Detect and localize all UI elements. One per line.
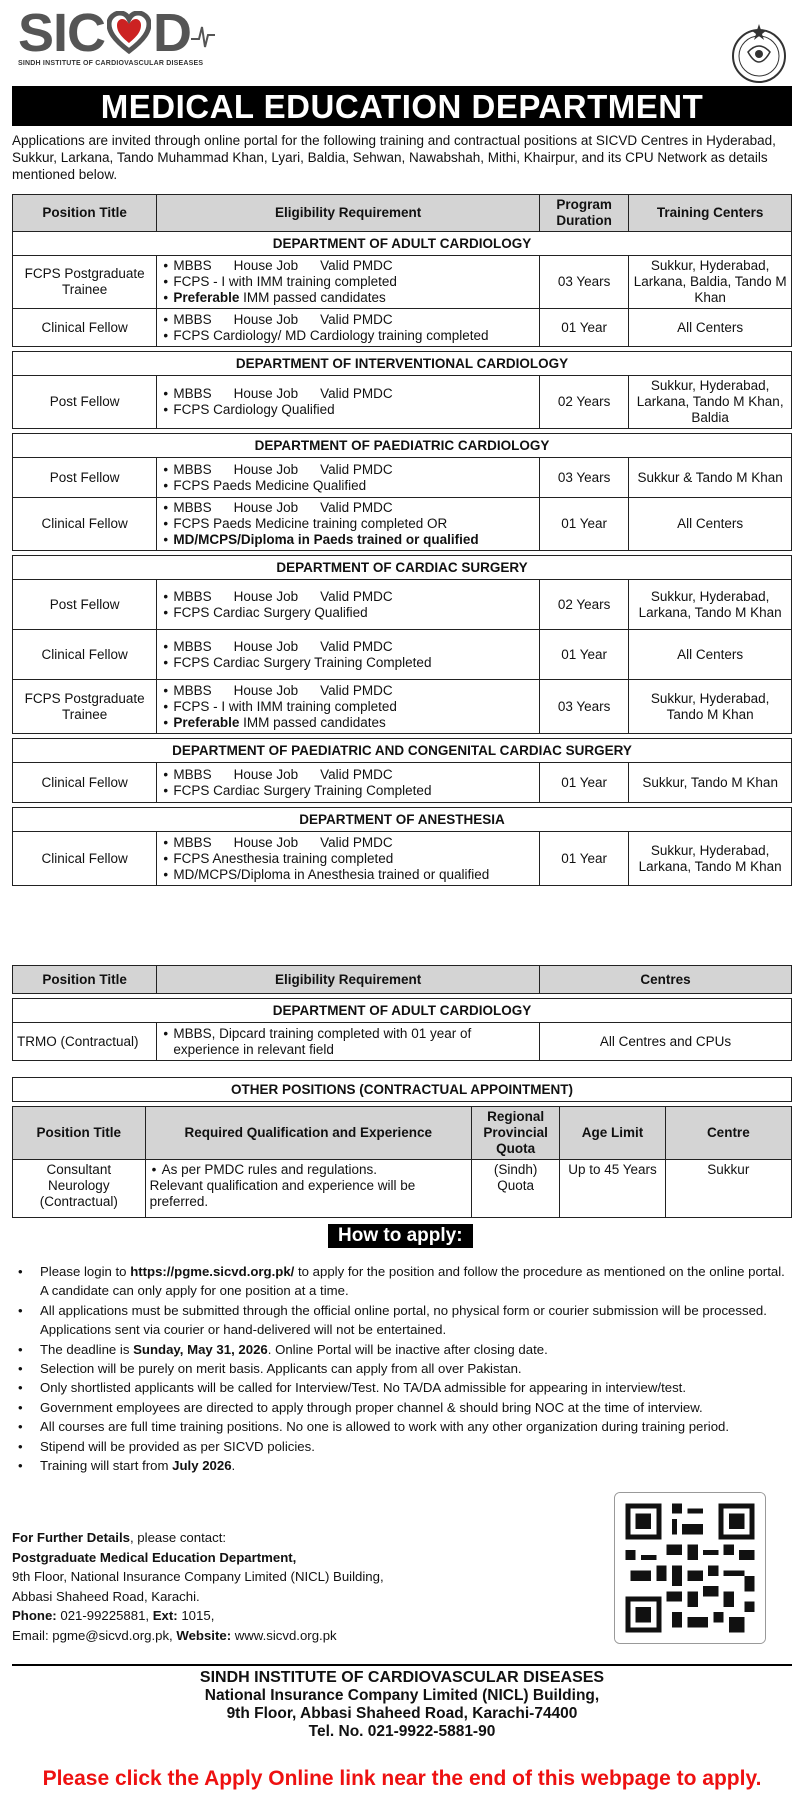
centers-cell: Sukkur, Hyderabad, Larkana, Tando M Khan: [629, 580, 792, 630]
position-title: FCPS Postgraduate Trainee: [13, 256, 157, 309]
sicvd-logo: [18, 3, 215, 67]
position-title: Consultant Neurology (Contractual): [13, 1160, 146, 1218]
footer: [12, 1664, 792, 1741]
req-line: • FCPS Cardiac Surgery Training Completed: [161, 783, 535, 799]
position-title: Clinical Fellow: [13, 498, 157, 551]
department-row: [13, 434, 792, 458]
req-pmdc: Valid PMDC: [320, 258, 393, 273]
list-item: • Selection will be purely on merit basis. Applicants can apply from all over Pakistan.: [12, 1359, 792, 1378]
list-item: • Stipend will be provided as per SICVD policies.: [12, 1437, 792, 1456]
req-line: • FCPS - I with IMM training completed: [161, 699, 535, 715]
department-heading: DEPARTMENT OF ADULT CARDIOLOGY: [13, 999, 792, 1023]
duration-cell: 03 Years: [539, 680, 628, 734]
department-row: [13, 556, 792, 580]
req-line: • FCPS - I with IMM training completed: [161, 274, 535, 290]
logo-text-left: SIC: [18, 3, 106, 63]
table-header-row: [13, 966, 792, 994]
header-qualification: Required Qualification and Experience: [145, 1107, 471, 1160]
footer-institute: SINDH INSTITUTE OF CARDIOVASCULAR DISEASES: [199, 1669, 605, 1686]
header-position-title: Position Title: [13, 966, 157, 994]
req-pmdc: Valid PMDC: [320, 500, 393, 515]
intro-text: Applications are invited through online portal for the following training and contractual positions at SICVD Centres in Hyderabad, Sukkur, Larkana, Tando Muhammad Khan, Lyari, Baldia, Sehwan, Nawabshah, Mithi, Khairpur, and its CPU Network as details mentioned below.: [12, 133, 776, 182]
table-row: [13, 256, 792, 309]
table-row: [13, 458, 792, 498]
req-mbbs: MBBS: [173, 638, 212, 654]
req-pmdc: Valid PMDC: [320, 588, 393, 604]
department-row: [13, 352, 792, 376]
pulse-line-icon: [191, 13, 215, 53]
table-row: [13, 680, 792, 734]
duration-cell: 02 Years: [539, 376, 628, 429]
list-text: .: [231, 1458, 236, 1474]
req-line: Relevant qualification and experience will be preferred.: [149, 1178, 416, 1209]
department-heading: DEPARTMENT OF ADULT CARDIOLOGY: [13, 232, 792, 256]
req-preferable: Preferable: [173, 714, 240, 730]
req-line: • FCPS Cardiology Qualified: [161, 402, 535, 418]
age-limit-cell: Up to 45 Years: [560, 1160, 665, 1218]
footer-address: 9th Floor, Abbasi Shaheed Road, Karachi-74400: [226, 1705, 578, 1722]
page-title: MEDICAL EDUCATION DEPARTMENT: [12, 86, 792, 126]
list-item: [12, 1262, 792, 1301]
ext-label: Ext:: [152, 1608, 178, 1624]
deadline-date: Sunday, May 31, 2026: [133, 1341, 268, 1357]
header-eligibility: Eligibility Requirement: [157, 195, 540, 232]
req-line: • As per PMDC rules and regulations.: [150, 1162, 467, 1178]
header-position-title: Position Title: [13, 195, 157, 232]
req-preferable: Preferable: [173, 290, 240, 305]
position-title: TRMO (Contractual): [13, 1023, 157, 1061]
position-title: Post Fellow: [13, 458, 157, 498]
eligibility-cell: [157, 832, 540, 886]
position-title: Clinical Fellow: [13, 309, 157, 347]
req-house-job: House Job: [233, 834, 299, 850]
portal-link[interactable]: https://pgme.sicvd.org.pk/: [130, 1264, 295, 1279]
req-house-job: House Job: [233, 258, 299, 273]
header-centre: Centre: [665, 1107, 791, 1160]
eligibility-cell: [157, 1023, 540, 1061]
header-training-centers: Training Centers: [629, 195, 792, 232]
req-house-job: House Job: [233, 311, 299, 327]
centers-cell: Sukkur & Tando M Khan: [629, 458, 792, 498]
duration-cell: 03 Years: [539, 256, 628, 309]
req-mbbs: MBBS: [173, 834, 212, 850]
eligibility-cell: [157, 309, 540, 347]
eligibility-cell: [157, 680, 540, 734]
department-heading: DEPARTMENT OF PAEDIATRIC CARDIOLOGY: [13, 434, 792, 458]
req-line: • FCPS Anesthesia training completed: [161, 851, 535, 867]
req-pmdc: Valid PMDC: [320, 766, 393, 782]
req-mbbs: MBBS: [173, 766, 212, 782]
req-line: • MBBS, Dipcard training completed with 01 year of experience in relevant field: [161, 1026, 535, 1058]
logo-subtitle: SINDH INSTITUTE OF CARDIOVASCULAR DISEASES: [18, 60, 204, 67]
email[interactable]: Email: pgme@sicvd.org.pk,: [12, 1627, 177, 1643]
req-mbbs: MBBS: [173, 588, 212, 604]
contact-address: Abbasi Shaheed Road, Karachi.: [12, 1588, 200, 1604]
eligibility-cell: [157, 256, 540, 309]
section-heading: OTHER POSITIONS (CONTRACTUAL APPOINTMENT): [13, 1078, 792, 1102]
req-pmdc: Valid PMDC: [320, 386, 393, 401]
eligibility-cell: [157, 498, 540, 551]
req-mbbs: MBBS: [173, 461, 212, 477]
req-house-job: House Job: [233, 461, 299, 477]
footer-address: National Insurance Company Limited (NICL) Building,: [204, 1687, 600, 1704]
position-title: Clinical Fellow: [13, 630, 157, 680]
list-item: • All applications must be submitted through the official online portal, no physical form or courier submission will be processed. Applications sent via courier or hand-delivered will not be entertained.: [12, 1301, 792, 1340]
table-row: [13, 763, 792, 803]
other-positions-table: [12, 1077, 792, 1218]
position-title: Post Fellow: [13, 580, 157, 630]
department-heading: DEPARTMENT OF INTERVENTIONAL CARDIOLOGY: [13, 352, 792, 376]
table-row: [13, 630, 792, 680]
list-text: Please login to: [40, 1264, 131, 1279]
header-age-limit: Age Limit: [560, 1107, 665, 1160]
eligibility-cell: [157, 376, 540, 429]
req-mbbs: MBBS: [173, 386, 212, 401]
eligibility-cell: [157, 763, 540, 803]
position-title: Post Fellow: [13, 376, 157, 429]
eligibility-cell: [157, 458, 540, 498]
req-line: • FCPS Paeds Medicine training completed OR: [161, 516, 535, 532]
contact-details: [12, 1528, 552, 1646]
duration-cell: 01 Year: [539, 498, 628, 551]
req-line: • FCPS Cardiac Surgery Qualified: [161, 605, 535, 621]
eligibility-cell: [157, 580, 540, 630]
department-row: [13, 1078, 792, 1102]
centers-cell: All Centers: [629, 309, 792, 347]
centers-cell: All Centers: [629, 630, 792, 680]
centers-cell: All Centers: [629, 498, 792, 551]
logo-text-right: D: [153, 3, 192, 63]
centers-cell: Sukkur, Hyderabad, Tando M Khan: [629, 680, 792, 734]
table-header-row: [13, 1107, 792, 1160]
contact-department: Postgraduate Medical Education Department,: [12, 1549, 297, 1565]
website-label: Website:: [176, 1627, 232, 1643]
req-house-job: House Job: [233, 588, 299, 604]
centre-cell: Sukkur: [665, 1160, 791, 1218]
req-mbbs: MBBS: [173, 311, 212, 327]
req-pmdc: Valid PMDC: [320, 834, 393, 850]
req-line: MD/MCPS/Diploma in Paeds trained or qualified: [173, 532, 479, 547]
list-item: [12, 1340, 792, 1359]
duration-cell: 01 Year: [539, 309, 628, 347]
how-to-apply-heading: How to apply:: [328, 1224, 473, 1248]
centers-cell: Sukkur, Tando M Khan: [629, 763, 792, 803]
duration-cell: 02 Years: [539, 580, 628, 630]
req-line: • MD/MCPS/Diploma in Anesthesia trained or qualified: [161, 867, 535, 883]
list-text: The deadline is: [40, 1341, 134, 1357]
qualification-cell: [145, 1160, 471, 1218]
table-row: [13, 1023, 792, 1061]
list-text: Training will start from: [40, 1458, 173, 1474]
sindh-government-emblem-icon: [730, 22, 788, 86]
table-row: [13, 498, 792, 551]
duration-cell: 03 Years: [539, 458, 628, 498]
trmo-table: [12, 965, 792, 1061]
header-position-title: Position Title: [13, 1107, 146, 1160]
list-item: • All courses are full time training positions. No one is allowed to work with any other organization during training period.: [12, 1417, 792, 1436]
qr-code-icon[interactable]: [614, 1492, 766, 1644]
req-line: • FCPS Cardiac Surgery Training Completed: [161, 655, 535, 671]
quota-cell: (Sindh) Quota: [471, 1160, 559, 1218]
list-text: to apply for the position and follow the procedure as mentioned on the online portal. A candidate can only apply for one position at a time.: [40, 1264, 785, 1299]
list-text: . Online Portal will be inactive after closing date.: [267, 1341, 548, 1357]
table-row: [13, 832, 792, 886]
req-pmdc: Valid PMDC: [320, 638, 393, 654]
position-title: FCPS Postgraduate Trainee: [13, 680, 157, 734]
req-house-job: House Job: [233, 766, 299, 782]
eligibility-cell: [157, 630, 540, 680]
centers-cell: Sukkur, Hyderabad, Larkana, Tando M Khan, Baldia: [629, 376, 792, 429]
req-mbbs: MBBS: [173, 682, 212, 698]
duration-cell: 01 Year: [539, 832, 628, 886]
header-quota: Regional Provincial Quota: [471, 1107, 559, 1160]
start-date: July 2026: [172, 1458, 232, 1474]
req-house-job: House Job: [233, 500, 299, 515]
ext-number: 1015,: [177, 1608, 215, 1624]
req-house-job: House Job: [233, 682, 299, 698]
table-header-row: [13, 195, 792, 232]
department-heading: DEPARTMENT OF CARDIAC SURGERY: [13, 556, 792, 580]
position-title: Clinical Fellow: [13, 763, 157, 803]
req-line: IMM passed candidates: [239, 714, 386, 730]
list-item: • Only shortlisted applicants will be called for Interview/Test. No TA/DA admissible for appearing in interview/test.: [12, 1378, 792, 1397]
req-pmdc: Valid PMDC: [320, 311, 393, 327]
centers-cell: Sukkur, Hyderabad, Larkana, Tando M Khan: [629, 832, 792, 886]
req-pmdc: Valid PMDC: [320, 682, 393, 698]
how-to-apply-list: [12, 1262, 792, 1475]
positions-table: [12, 194, 792, 886]
contact-heading: For Further Details: [12, 1530, 130, 1545]
department-heading: DEPARTMENT OF ANESTHESIA: [13, 808, 792, 832]
duration-cell: 01 Year: [539, 630, 628, 680]
header-centres: Centres: [539, 966, 791, 994]
header-duration: Program Duration: [539, 195, 628, 232]
department-row: [13, 808, 792, 832]
req-line: • FCPS Cardiology/ MD Cardiology training completed: [161, 328, 535, 344]
req-line: • FCPS Paeds Medicine Qualified: [161, 478, 535, 494]
position-title: Clinical Fellow: [13, 832, 157, 886]
req-house-job: House Job: [233, 386, 299, 401]
req-pmdc: Valid PMDC: [320, 461, 393, 477]
table-row: [13, 1160, 792, 1218]
list-item: [12, 1456, 792, 1475]
table-row: [13, 309, 792, 347]
centres-cell: All Centres and CPUs: [539, 1023, 791, 1061]
phone-number: 021-99225881,: [56, 1608, 153, 1624]
contact-heading-text: , please contact:: [129, 1530, 227, 1545]
duration-cell: 01 Year: [539, 763, 628, 803]
centers-cell: Sukkur, Hyderabad, Larkana, Baldia, Tando M Khan: [629, 256, 792, 309]
header-eligibility: Eligibility Requirement: [157, 966, 540, 994]
footer-phone: Tel. No. 021-9922-5881-90: [308, 1723, 496, 1740]
table-row: [13, 376, 792, 429]
req-mbbs: MBBS: [173, 500, 212, 515]
phone-label: Phone:: [12, 1608, 57, 1624]
list-item: • Government employees are directed to apply through proper channel & should bring NOC at the time of interview.: [12, 1398, 792, 1417]
contact-address: 9th Floor, National Insurance Company Limited (NICL) Building,: [12, 1569, 384, 1585]
department-row: [13, 999, 792, 1023]
table-row: [13, 580, 792, 630]
apply-online-note: Please click the Apply Online link near the end of this webpage to apply.: [42, 1767, 762, 1790]
req-house-job: House Job: [233, 638, 299, 654]
heart-icon: [107, 11, 151, 55]
department-row: [13, 232, 792, 256]
department-heading: DEPARTMENT OF PAEDIATRIC AND CONGENITAL CARDIAC SURGERY: [13, 739, 792, 763]
department-row: [13, 739, 792, 763]
req-mbbs: MBBS: [173, 258, 212, 273]
req-line: IMM passed candidates: [239, 290, 386, 305]
website-link[interactable]: www.sicvd.org.pk: [231, 1627, 337, 1643]
